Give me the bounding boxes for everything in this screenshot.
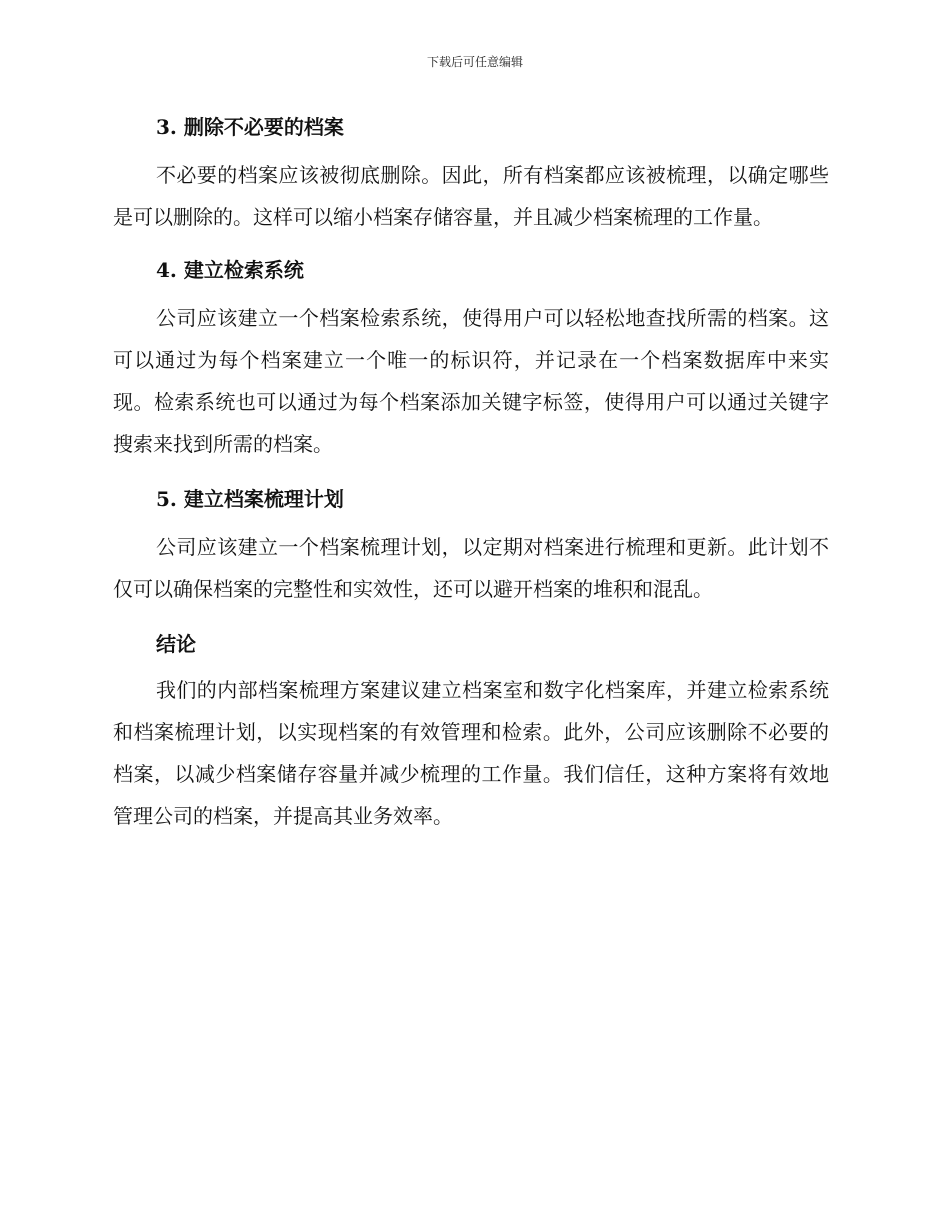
page-header: 下载后可任意编辑 [426, 55, 523, 69]
document-body [113, 110, 829, 837]
paragraph-retrieval-system: 公司应该建立一个档案检索系统，使得用户可以轻松地查找所需的档案。这可以通过为每个档案建立一个唯一的标识符，并记录在一个档案数据库中来实现。检索系统也可以通过为每个档案添加关键字标签，使得用户可以通过关键字搜索来找到所需的档案。 [113, 306, 829, 456]
paragraph-archive-plan: 公司应该建立一个档案梳理计划，以定期对档案进行梳理和更新。此计划不仅可以确保档案的完整性和实效性，还可以避开档案的堆积和混乱。 [113, 535, 829, 601]
section-heading-retrieval-system: 4. 建立检索系统 [156, 258, 304, 282]
section-heading-archive-plan: 5. 建立档案梳理计划 [156, 487, 344, 511]
section-heading-conclusion: 结论 [156, 632, 196, 656]
section-heading-delete-archives: 3. 删除不必要的档案 [156, 115, 344, 139]
paragraph-delete-archives: 不必要的档案应该被彻底删除。因此，所有档案都应该被梳理，以确定哪些是可以删除的。这样可以缩小档案存储容量，并且减少档案梳理的工作量。 [113, 163, 829, 229]
paragraph-conclusion: 我们的内部档案梳理方案建议建立档案室和数字化档案库，并建立检索系统和档案梳理计划，以实现档案的有效管理和检索。此外，公司应该删除不必要的档案，以减少档案储存容量并减少梳理的工作量。我们信任，这种方案将有效地管理公司的档案，并提高其业务效率。 [113, 678, 829, 828]
